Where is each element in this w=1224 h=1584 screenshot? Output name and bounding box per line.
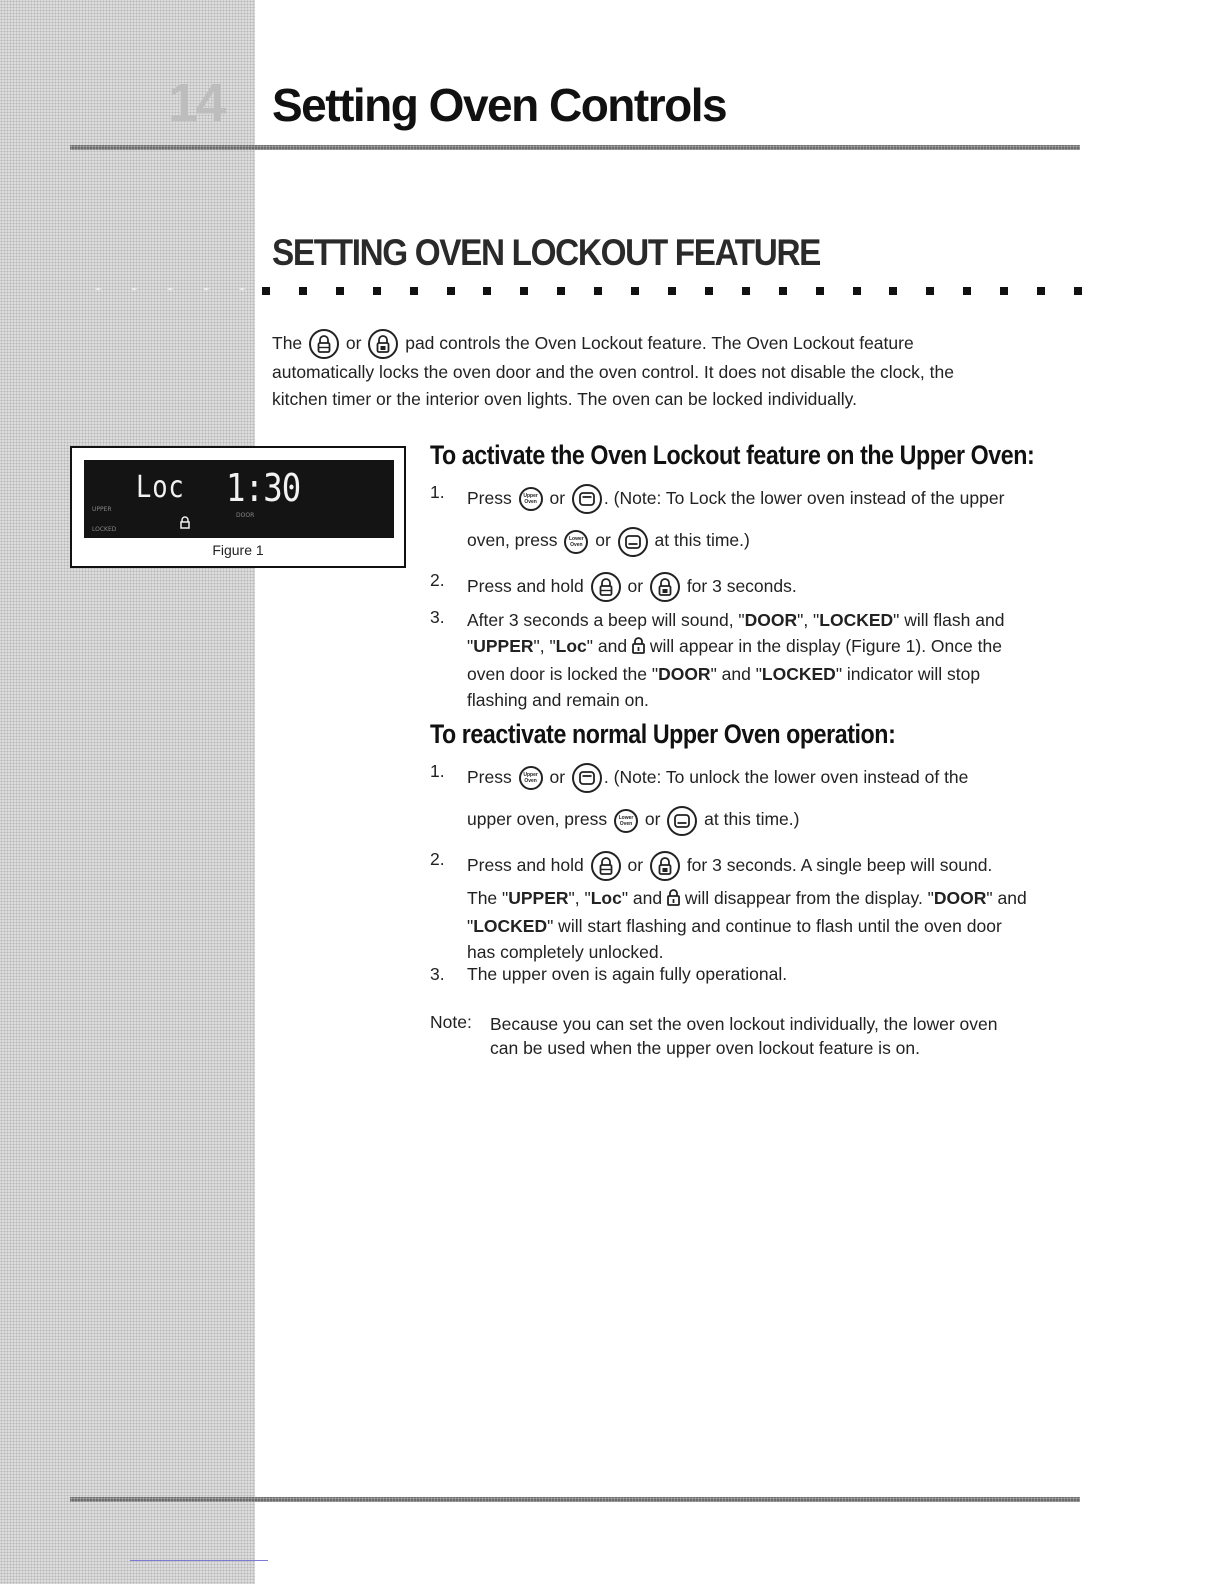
- sidebar-dots: [80, 284, 250, 294]
- lock-lower-icon: [650, 572, 680, 602]
- lock-upper-icon: [591, 572, 621, 602]
- reactivate-heading: To reactivate normal Upper Oven operation:: [430, 719, 896, 749]
- lock-lower-icon: [650, 851, 680, 881]
- display-lock-icon: [180, 516, 190, 534]
- lock-lower-icon: [368, 329, 398, 359]
- display-time: 1:30: [226, 466, 301, 510]
- lock-upper-icon: [309, 329, 339, 359]
- lower-oven-icon: Lower Oven: [614, 809, 638, 833]
- upper-oven-icon: Upper Oven: [519, 487, 543, 511]
- intro-paragraph: The or pad controls the Oven Lockout feature. The Oven Lockout feature automatically locks the oven door and the oven control. It does not disable the clock, the kitchen timer or the interior oven lights. The oven can be locked individually.: [272, 328, 1062, 413]
- page-title: Setting Oven Controls: [272, 79, 727, 131]
- oven-display: [84, 460, 394, 538]
- footer-mark: [130, 1560, 268, 1561]
- sidebar-pattern: [0, 0, 255, 1584]
- oven-lower-pad-icon: [618, 527, 648, 557]
- oven-upper-pad-icon: [572, 484, 602, 514]
- display-upper-indicator: UPPER: [92, 506, 112, 513]
- lower-oven-icon: Lower Oven: [564, 530, 588, 554]
- footer-rule: [70, 1497, 1080, 1502]
- oven-upper-pad-icon: [572, 763, 602, 793]
- figure-caption: Figure 1: [212, 542, 264, 558]
- activate-heading: To activate the Oven Lockout feature on the Upper Oven:: [430, 440, 1035, 470]
- upper-oven-icon: Upper Oven: [519, 766, 543, 790]
- header-rule: [70, 145, 1080, 150]
- display-door-indicator: DOOR: [236, 512, 255, 519]
- lock-upper-icon: [591, 851, 621, 881]
- padlock-icon: [632, 635, 645, 661]
- display-locked-indicator: LOCKED: [92, 526, 117, 533]
- display-loc: Loc: [136, 470, 185, 505]
- section-divider: [262, 287, 1082, 296]
- padlock-icon: [667, 887, 680, 913]
- chapter-number: 14: [168, 73, 225, 133]
- oven-lower-pad-icon: [667, 806, 697, 836]
- figure-1: [70, 446, 406, 568]
- section-title: SETTING OVEN LOCKOUT FEATURE: [272, 232, 821, 273]
